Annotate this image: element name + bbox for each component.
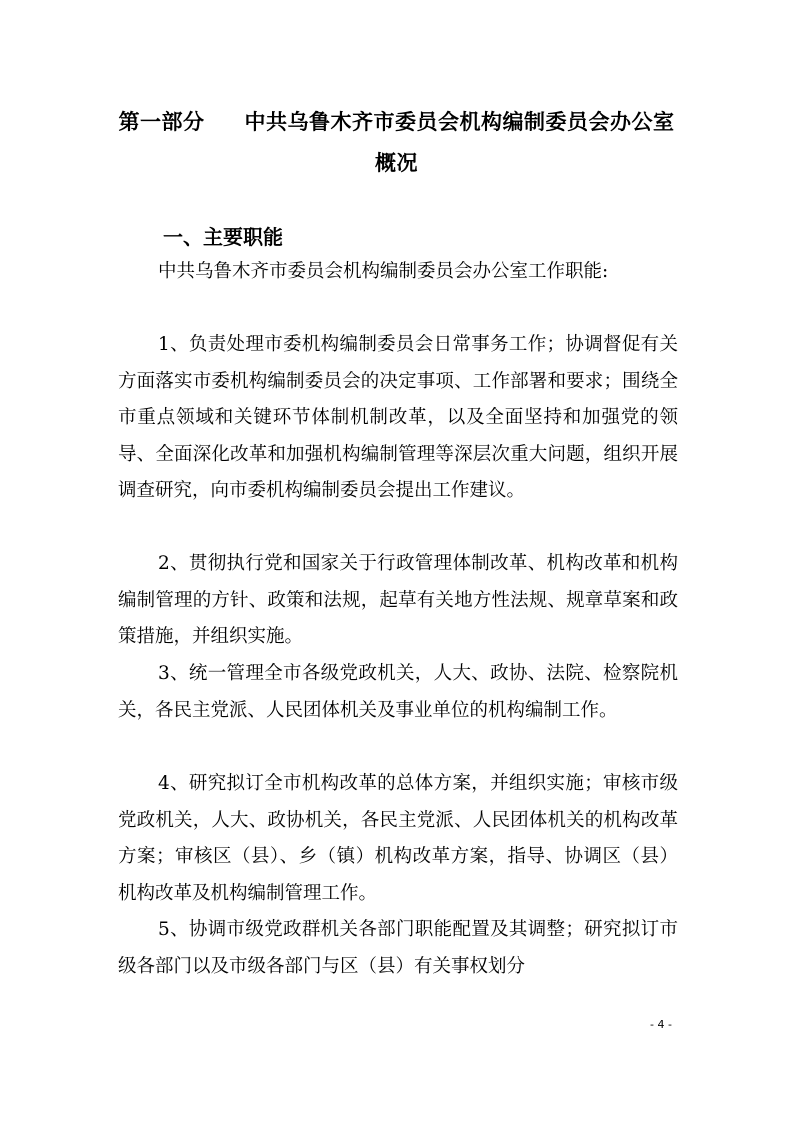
paragraph-item-2: 2、贯彻执行党和国家关于行政管理体制改革、机构改革和机构编制管理的方针、政策和法规，起草有关地方性法规、规章草案和政策措施，并组织实施。 [118, 553, 678, 647]
title-line-1 [90, 106, 703, 136]
title-name: 中共乌鲁木齐市委员会机构编制委员会办公室 [244, 110, 675, 134]
paragraph-item-1: 1、负责处理市委机构编制委员会日常事务工作；协调督促有关方面落实市委机构编制委员会的决定事项、工作部署和要求；围绕全市重点领域和关键环节体制机制改革，以及全面坚持和加强党的领导、全面深化改革和加强机构编制管理等深层次重大问题，组织开展调查研究，向市委机构编制委员会提出工作建议。 [118, 334, 678, 501]
title-part: 第一部分 [118, 110, 205, 134]
title-line-2: 概况 [375, 151, 418, 175]
paragraph-intro: 中共乌鲁木齐市委员会机构编制委员会办公室工作职能: [158, 261, 609, 282]
paragraph-item-3: 3、统一管理全市各级党政机关，人大、政协、法院、检察院机关，各民主党派、人民团体机关及事业单位的机构编制工作。 [118, 663, 678, 721]
paragraph-item-4: 4、研究拟订全市机构改革的总体方案，并组织实施；审核市级党政机关，人大、政协机关，各民主党派、人民团体机关的机构改革方案；审核区（县）、乡（镇）机构改革方案，指导、协调区（县）机构改革及机构编制管理工作。 [118, 773, 678, 904]
paragraph-item-5: 5、协调市级党政群机关各部门职能配置及其调整；研究拟订市级各部门以及市级各部门与区（县）有关事权划分 [118, 919, 678, 977]
section-heading: 一、主要职能 [163, 225, 283, 249]
page-number: - 4 - [650, 1018, 672, 1031]
